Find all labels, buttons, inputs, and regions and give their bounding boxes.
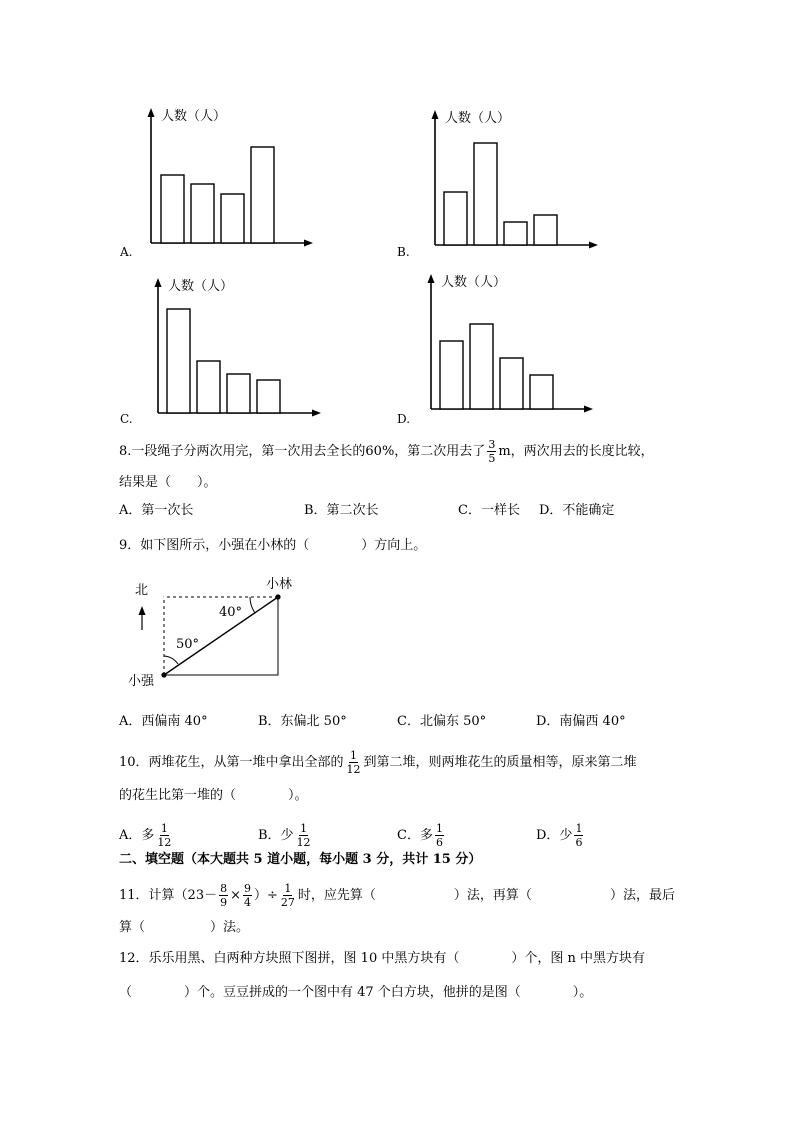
option-b-x-arrow-icon (589, 242, 598, 249)
q9-angle-arc-bottom (164, 656, 178, 664)
q11-f2-num: 9 (244, 882, 251, 895)
q10-option-d[interactable] (536, 822, 585, 849)
q11-mid2: ）法，再算（ (453, 888, 532, 903)
option-a-bar-4 (251, 147, 274, 243)
q8-option-b[interactable]: B．第二次长 (304, 503, 379, 518)
q10-option-b[interactable] (258, 822, 314, 849)
q8-line2: 结果是（ ）。 (119, 475, 217, 490)
q10-frac-num: 1 (350, 749, 358, 762)
q11-times: × (230, 888, 241, 903)
option-c-bar-1 (167, 309, 190, 413)
option-d-bar-1 (440, 341, 463, 409)
option-d-label: D. (397, 412, 411, 426)
q9-xiaolin-label: 小林 (266, 577, 293, 592)
q10-option-a-den: 12 (157, 836, 172, 849)
q11-f2-den: 4 (244, 896, 251, 909)
q10-option-c-num: 1 (435, 822, 443, 835)
q10-option-b-prefix: B．少 (258, 828, 294, 843)
option-c-x-arrow-icon (312, 410, 321, 417)
q9-option-a[interactable]: A．西偏南 40° (119, 714, 208, 729)
option-a-bar-2 (191, 184, 214, 243)
option-c-bar-3 (227, 374, 250, 413)
q10-option-d-prefix: D．少 (536, 828, 573, 843)
q9-xiaoqiang-label: 小强 (128, 674, 155, 689)
q11-mid1: 时，应先算（ (297, 888, 376, 903)
q9-angle-bottom-label: 50° (176, 637, 200, 652)
option-c-y-arrow-icon (155, 278, 162, 287)
q7-charts (0, 0, 794, 430)
q8-text-part2: m，两次用去的长度比较， (498, 444, 654, 459)
option-a-ylabel: 人数（人） (161, 109, 227, 124)
q10-fraction (346, 749, 362, 776)
q10-line1 (119, 749, 637, 776)
option-c-bar-4 (257, 380, 280, 413)
q8-line1 (119, 438, 654, 465)
option-a-y-arrow-icon (148, 108, 155, 117)
option-d-bar-4 (530, 375, 553, 409)
q8-number: 8. (119, 444, 132, 459)
option-d-bar-2 (470, 324, 493, 409)
q8-text-part1: 一段绳子分两次用完，第一次用去全长的60%，第二次用去了 (131, 444, 486, 459)
q10-option-b-num: 1 (300, 822, 308, 835)
option-b-bar-2 (474, 143, 497, 245)
q10-option-a[interactable] (119, 822, 174, 849)
option-b-ylabel: 人数（人） (445, 111, 511, 126)
q9-question: 9．如下图所示，小强在小林的（ ）方向上。 (119, 538, 427, 553)
option-b-bar-3 (504, 222, 527, 245)
option-b-bar-1 (444, 192, 467, 245)
option-a-bar-3 (221, 194, 244, 243)
q9-north-label: 北 (135, 583, 149, 598)
q12-line2: （ ）个。豆豆拼成的一个图中有 47 个白方块，他拼的是图（ ）。 (119, 985, 593, 1000)
q11-f3-num: 1 (284, 882, 292, 895)
q11-line1 (119, 882, 675, 909)
q11-f1-den: 9 (220, 896, 228, 909)
option-d-bar-3 (500, 358, 523, 409)
q10-option-c-den: 6 (435, 836, 443, 849)
q10-option-b-den: 12 (296, 836, 311, 849)
section2-title: 二、填空题（本大题共 5 道小题，每小题 3 分，共计 15 分） (119, 852, 482, 867)
q10-line2: 的花生比第一堆的（ ）。 (119, 788, 308, 803)
north-arrow-icon (139, 606, 146, 615)
q11-f3-den: 27 (280, 896, 295, 909)
q10-text-part1: 10．两堆花生，从第一堆中拿出全部的 (119, 755, 344, 770)
q8-option-d[interactable]: D．不能确定 (539, 503, 615, 518)
q9-option-b[interactable]: B．东偏北 50° (258, 714, 347, 729)
q10-option-c[interactable] (397, 822, 446, 849)
q8-frac-den: 5 (488, 452, 496, 465)
q9-xiaoqiang-point (161, 672, 166, 677)
option-b-label: B. (397, 245, 410, 259)
q10-option-a-num: 1 (160, 822, 168, 835)
q10-text-part2: 到第二堆，则两堆花生的质量相等，原来第二堆 (363, 755, 637, 770)
option-b-y-arrow-icon (432, 110, 439, 119)
q11-mid3: ）法，最后 (609, 888, 675, 903)
q12-line1: 12．乐乐用黑、白两种方块照下图拼，图 10 中黑方块有（ ）个，图 n 中黑方块有 (119, 951, 645, 966)
option-a-x-arrow-icon (304, 240, 313, 247)
q10-option-d-num: 1 (575, 822, 583, 835)
q8-fraction (487, 438, 496, 465)
option-c-label: C. (120, 412, 133, 426)
option-a-label: A. (120, 245, 133, 259)
q9-option-d[interactable]: D．南偏西 40° (536, 714, 626, 729)
q9-xiaolin-point (275, 594, 280, 599)
q8-frac-num: 3 (488, 438, 496, 451)
q10-option-a-prefix: A．多 (119, 828, 155, 843)
q10-frac-den: 12 (346, 763, 361, 776)
option-b-bar-4 (534, 215, 557, 245)
q10-option-d-den: 6 (575, 836, 583, 849)
option-c-ylabel: 人数（人） (168, 279, 234, 294)
option-d-x-arrow-icon (584, 406, 593, 413)
q9-option-c[interactable]: C．北偏东 50° (397, 714, 487, 729)
q8-option-c[interactable]: C．一样长 (458, 503, 520, 518)
option-d-ylabel: 人数（人） (441, 275, 507, 290)
option-d-y-arrow-icon (428, 274, 435, 283)
q9-direction-diagram (120, 570, 320, 695)
q11-prefix: 11．计算（23－ (119, 888, 218, 903)
q11-div: ）÷ (254, 888, 278, 903)
q11-f1-num: 8 (220, 882, 228, 895)
option-a-bar-1 (161, 175, 184, 243)
option-c-bar-2 (197, 361, 220, 413)
q8-option-a[interactable]: A．第一次长 (119, 503, 194, 518)
q9-angle-arc-top (250, 597, 255, 613)
q9-angle-top-label: 40° (219, 605, 243, 620)
q10-option-c-prefix: C．多 (397, 828, 433, 843)
q11-line2: 算（ ）法。 (119, 920, 250, 935)
